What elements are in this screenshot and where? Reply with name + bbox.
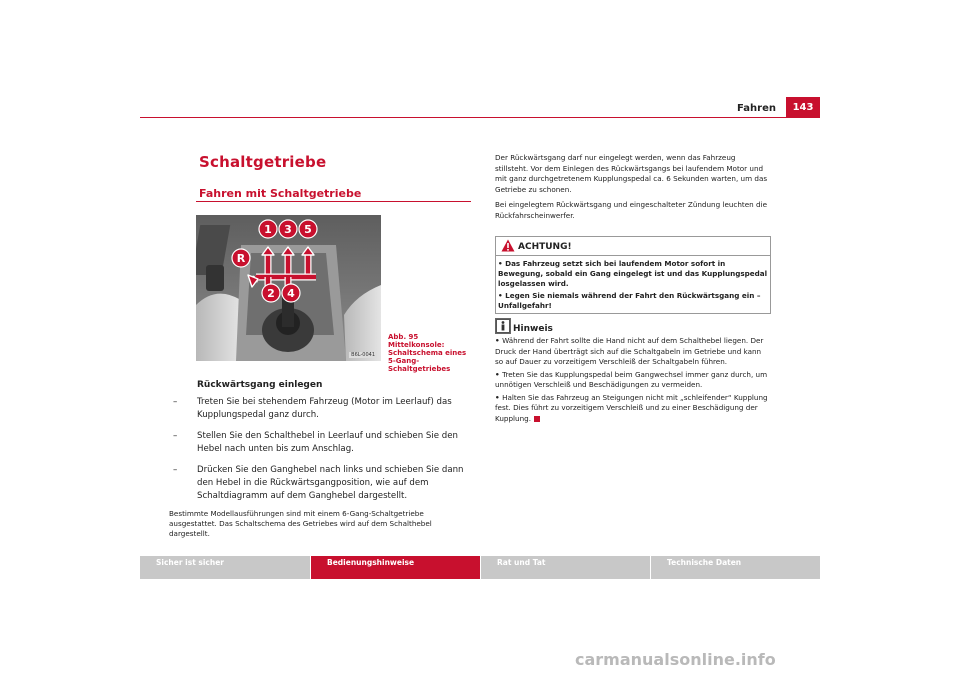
section-title: Fahren	[737, 103, 776, 114]
gear-label-5: 5	[304, 223, 312, 236]
hint-item-text: Treten Sie das Kupplungspedal beim Gangwechsel immer ganz durch, um unnötigen Verschleiß und Beschädigungen zu vermeiden.	[495, 369, 768, 389]
right-column	[495, 153, 770, 226]
step-dash: –	[173, 465, 178, 475]
step-item	[169, 464, 473, 503]
hint-item	[495, 336, 770, 368]
bullet-icon: •	[495, 392, 503, 402]
footer-tab-technik[interactable]: Technische Daten	[667, 558, 742, 567]
bullet-icon: •	[498, 291, 506, 300]
warning-item	[498, 291, 768, 311]
page-number: 143	[786, 97, 820, 118]
bullet-icon: •	[498, 259, 506, 268]
step-text: Treten Sie bei stehendem Fahrzeug (Motor im Leerlauf) das Kupplungspedal ganz durch.	[197, 397, 452, 420]
step-dash: –	[173, 397, 178, 407]
hint-body	[495, 336, 770, 426]
warning-item-text: Legen Sie niemals während der Fahrt den Rückwärtsgang ein – Unfallgefahr!	[498, 291, 761, 310]
section-end-marker-icon	[534, 416, 540, 422]
gear-label-2: 2	[267, 287, 275, 300]
warning-title: ACHTUNG!	[518, 242, 572, 252]
step-text: Drücken Sie den Ganghebel nach links und schieben Sie dann den Hebel in die Rückwärtsgangposition, wie auf dem Schaltdiagramm auf dem Ganghebel dargestellt.	[197, 465, 464, 501]
warning-box	[495, 236, 771, 314]
gear-label-4: 4	[287, 287, 295, 300]
footer-tab-bedienung[interactable]: Bedienungshinweise	[311, 556, 480, 579]
warning-body	[498, 259, 768, 313]
page-title: Schaltgetriebe	[199, 153, 327, 171]
gear-label-r: R	[236, 252, 246, 265]
section-subtitle: Fahren mit Schaltgetriebe	[199, 187, 362, 200]
footer-tab-rat[interactable]: Rat und Tat	[497, 558, 546, 567]
step-item	[169, 396, 473, 422]
warning-triangle-icon	[501, 239, 515, 252]
paragraph: Bei eingelegtem Rückwärtsgang und eingeschalteter Zündung leuchten die Rückfahrscheinwerfer.	[495, 200, 767, 220]
hint-item-text: Während der Fahrt sollte die Hand nicht auf dem Schalthebel liegen. Der Druck der Hand überträgt sich auf die Schaltgabeln im Getriebe und kann so auf Dauer zu vorzeitigem Verschleiß der Schaltgabeln führen.	[495, 336, 764, 366]
gear-shift-illustration	[196, 215, 381, 361]
step-text: Stellen Sie den Schalthebel in Leerlauf und schieben Sie den Hebel nach unten bis zum Anschlag.	[197, 431, 458, 454]
reverse-gear-heading: Rückwärtsgang einlegen	[197, 380, 323, 390]
gear-shift-figure	[196, 215, 381, 361]
hint-title: Hinweis	[513, 324, 553, 334]
six-gear-note: Bestimmte Modellausführungen sind mit einem 6-Gang-Schaltgetriebe ausgestattet. Das Schaltschema des Getriebes wird auf dem Schalthebel dargestellt.	[169, 509, 432, 538]
bullet-icon: •	[495, 369, 503, 379]
warning-header	[496, 237, 770, 256]
gear-label-3: 3	[284, 223, 292, 236]
figure-code: B6L-0041	[351, 352, 375, 358]
hint-item	[495, 370, 770, 391]
footer-tab-sicher[interactable]: Sicher ist sicher	[156, 558, 224, 567]
hint-item	[495, 393, 770, 425]
subtitle-rule	[196, 201, 471, 202]
figure-caption: Abb. 95 Mittelkonsole: Schaltschema eines 5-Gang-Schaltgetriebes	[388, 333, 467, 373]
footer-nav	[140, 556, 820, 579]
hint-item-text: Halten Sie das Fahrzeug an Steigungen nicht mit „schleifender“ Kupplung fest. Dies führt zu vorzeitigem Verschleiß und zu einer Beschädigung der Kupplung.	[495, 392, 768, 423]
step-item	[169, 430, 473, 456]
reverse-gear-section	[169, 379, 473, 511]
bullet-icon: •	[495, 336, 503, 345]
step-dash: –	[173, 431, 178, 441]
info-hint-icon	[495, 318, 511, 334]
gear-label-1: 1	[264, 223, 272, 236]
warning-item	[498, 259, 768, 289]
watermark: carmanualsonline.info	[575, 650, 776, 669]
paragraph: Der Rückwärtsgang darf nur eingelegt werden, wenn das Fahrzeug stillsteht. Vor dem Einlegen des Rückwärtsgangs bei laufendem Motor und mit ganz durchgetretenem Kupplungspedal ca. 6 Sekunden warten, um das Getriebe zu schonen.	[495, 153, 768, 194]
warning-item-text: Das Fahrzeug setzt sich bei laufendem Motor sofort in Bewegung, sobald ein Gang eingelegt ist und das Kupplungspedal losgelassen wird.	[498, 259, 768, 288]
header-rule	[140, 117, 820, 118]
